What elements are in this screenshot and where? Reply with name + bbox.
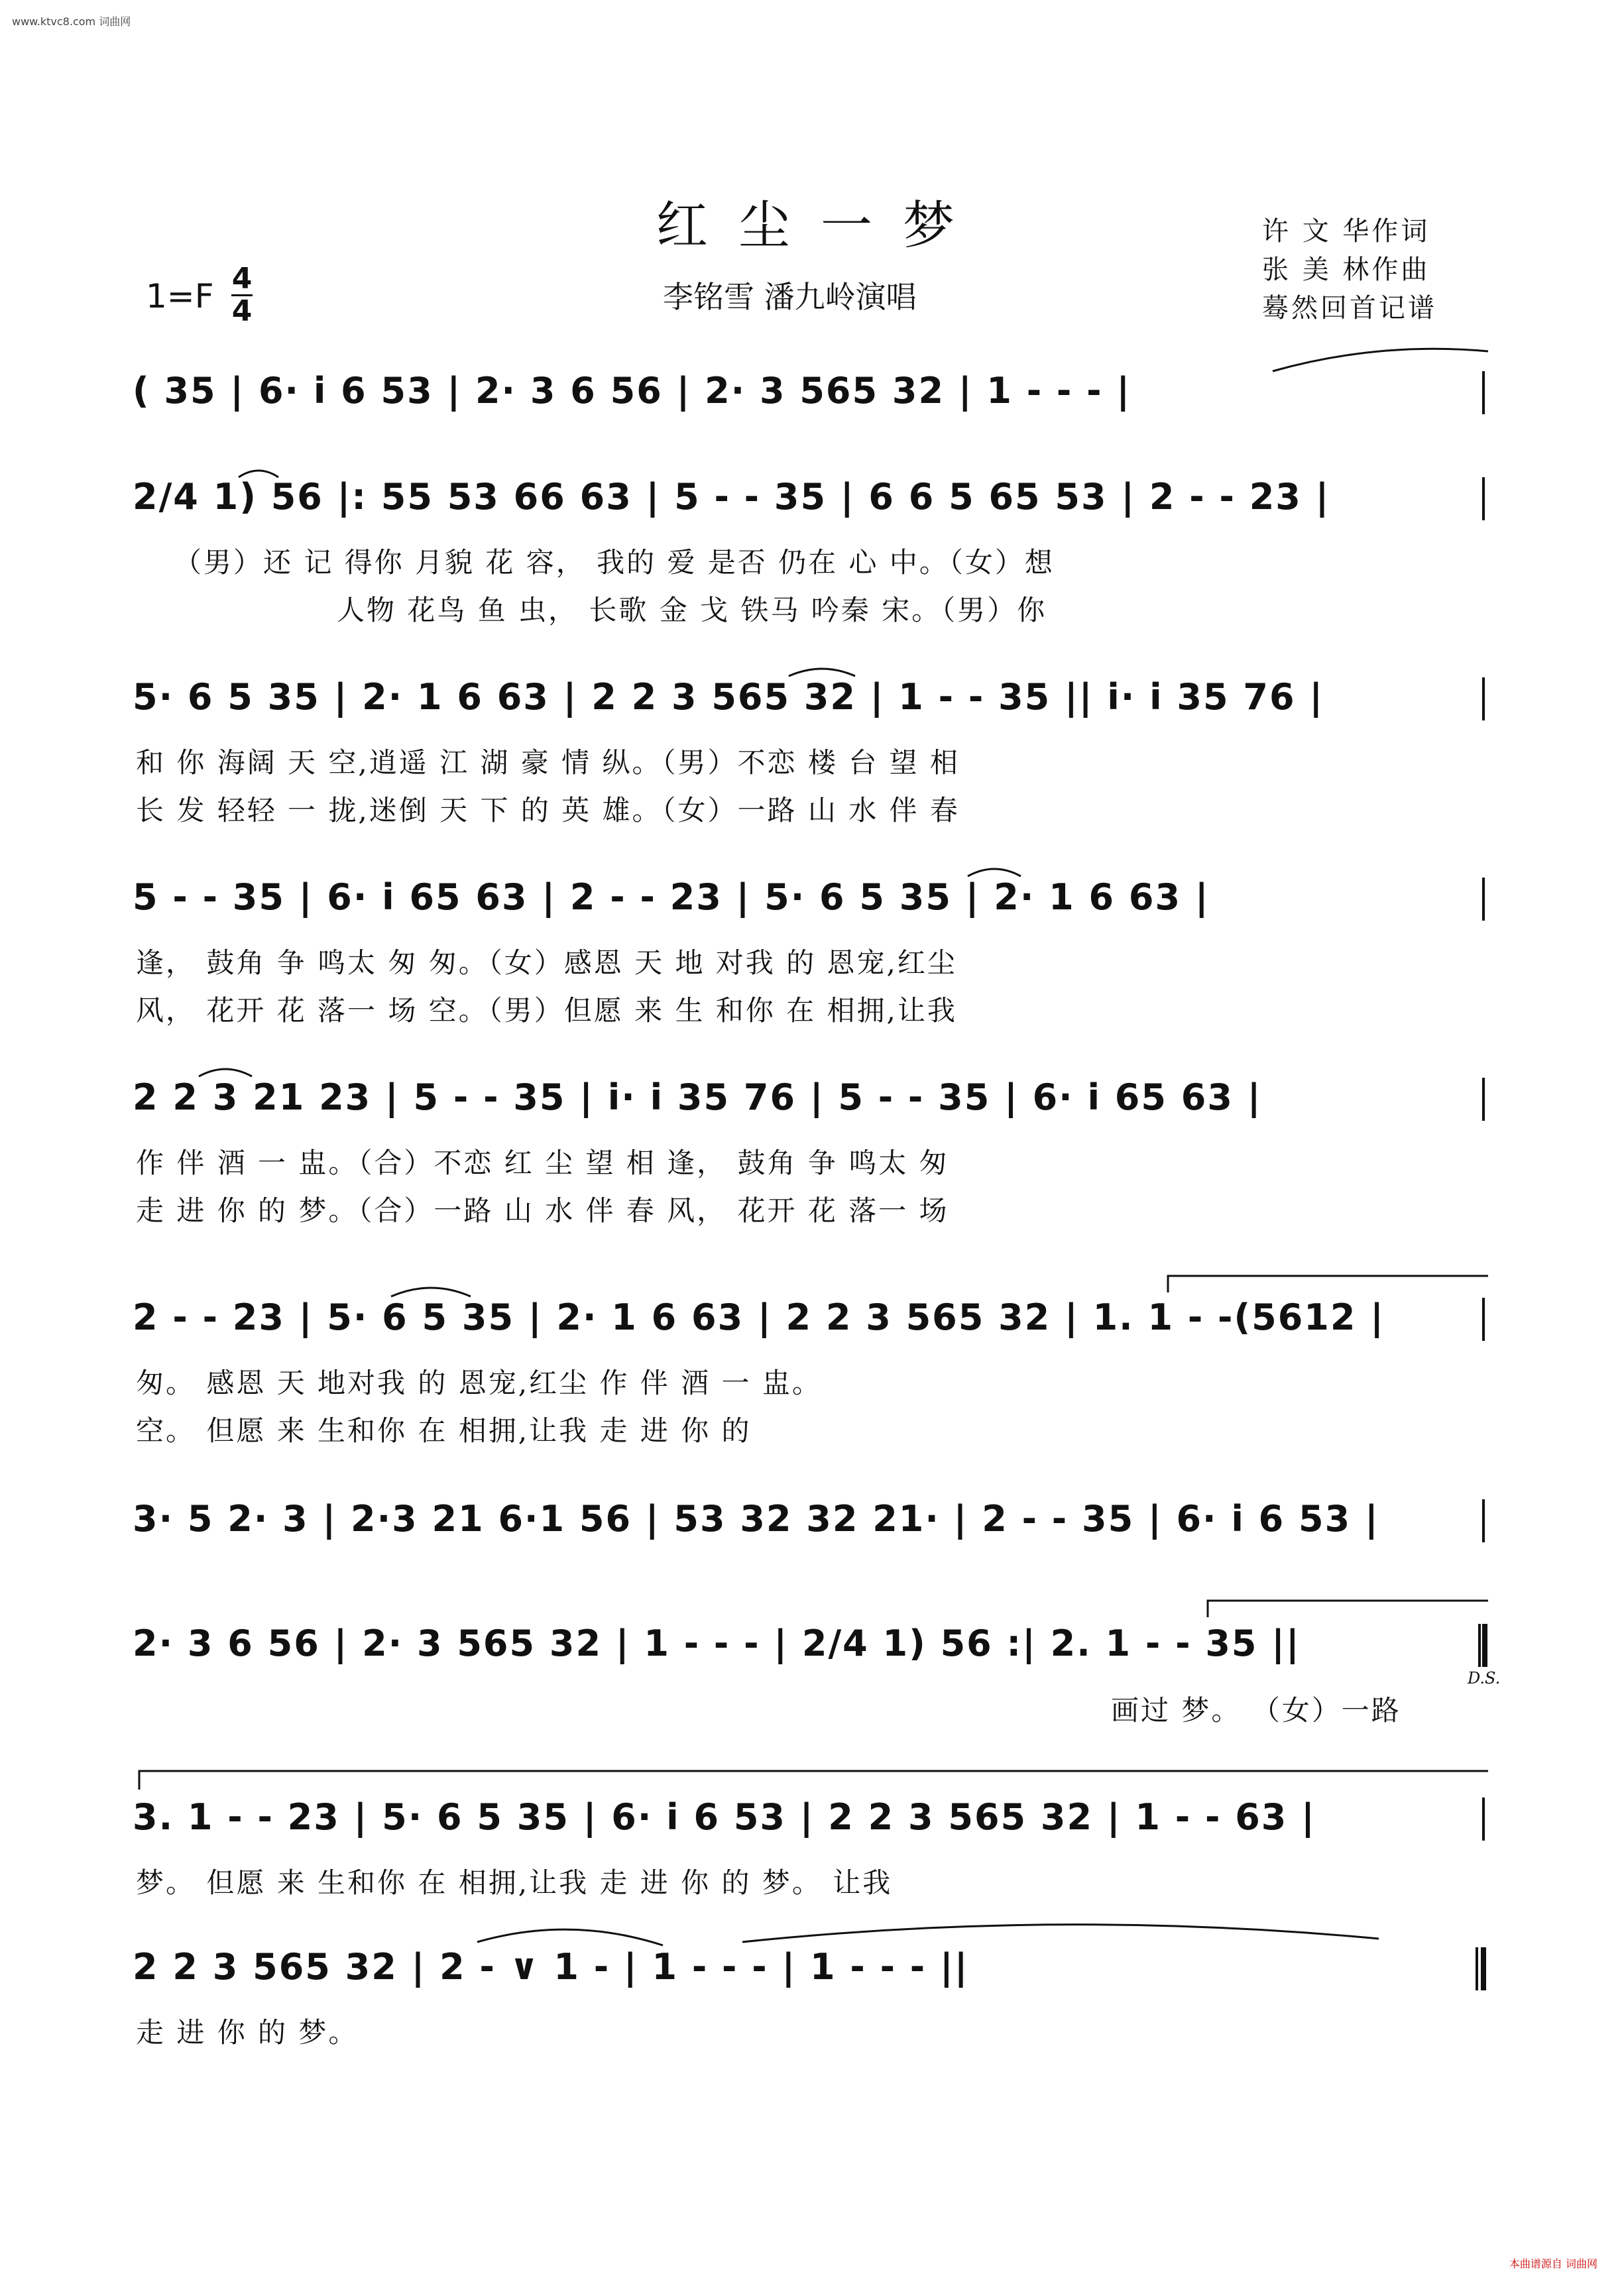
score-line-6: 2 - - 23 | 5· 6 5 35 | 2· 1 6 63 | 2 2 3 565 32 | 1. 1 - -(5612 | xyxy=(133,1296,1385,1338)
score-line-8: 2· 3 6 56 | 2· 3 565 32 | 1 - - - | 2/4 1) 56 :| 2. 1 - - 35 || xyxy=(133,1623,1301,1664)
score-line-5: 2 2 3 21 23 | 5 - - 35 | i· i 35 76 | 5 - - 35 | 6· i 65 63 | xyxy=(133,1076,1262,1118)
lyric-line-6a: 匆。 感恩 天 地对我 的 恩宠,红尘 作 伴 酒 一 盅。 xyxy=(136,1367,822,1399)
score-line-4: 5 - - 35 | 6· i 65 63 | 2 - - 23 | 5· 6 5 35 | 2· 1 6 63 | xyxy=(133,876,1210,918)
time-sig-bottom: 4 xyxy=(231,294,253,328)
lyric-line-5a: 作 伴 酒 一 盅。（合）不恋 红 尘 望 相 逢， 鼓角 争 鸣太 匆 xyxy=(136,1147,949,1179)
time-sig-top: 4 xyxy=(231,262,253,296)
lyric-line-2a: （男）还 记 得你 月貌 花 容， 我的 爱 是否 仍在 心 中。（女）想 xyxy=(174,546,1055,579)
score-line-9: 3. 1 - - 23 | 5· 6 5 35 | 6· i 6 53 | 2 2 3 565 32 | 1 - - 63 | xyxy=(133,1796,1316,1838)
lyric-line-8a: 画过 梦。 （女）一路 xyxy=(1111,1694,1401,1727)
lyric-line-4a: 逢， 鼓角 争 鸣太 匆 匆。（女）感恩 天 地 对我 的 恩宠,红尘 xyxy=(136,946,957,979)
singers: 李铭雪 潘九岭演唱 xyxy=(663,279,917,315)
composer: 张 美 林作曲 xyxy=(1262,255,1430,285)
ds-mark: D.S. xyxy=(1468,1669,1501,1687)
lyric-line-3a: 和 你 海阔 天 空,逍遥 江 湖 豪 情 纵。（男）不恋 楼 台 望 相 xyxy=(136,746,960,779)
lyric-line-3b: 长 发 轻轻 一 拢,迷倒 天 下 的 英 雄。（女）一路 山 水 伴 春 xyxy=(136,794,960,827)
score-line-1: ( 35 | 6· i 6 53 | 2· 3 6 56 | 2· 3 565 32 | 1 - - - | xyxy=(133,370,1131,412)
footer-source: 本曲谱源自 词曲网 xyxy=(1509,2257,1597,2270)
score-line-2: 2/4 1) 56 |: 55 53 66 63 | 5 - - 35 | 6 6 5 65 53 | 2 - - 23 | xyxy=(133,476,1330,518)
song-title: 红尘一梦 xyxy=(656,196,986,256)
score-line-3: 5· 6 5 35 | 2· 1 6 63 | 2 2 3 565 32 | 1 - - 35 || i· i 35 76 | xyxy=(133,676,1324,718)
key-signature: 1=F xyxy=(146,277,214,315)
score-line-7: 3· 5 2· 3 | 2·3 21 6·1 56 | 53 32 32 21· | 2 - - 35 | 6· i 6 53 | xyxy=(133,1498,1379,1540)
lyric-line-4b: 风， 花开 花 落一 场 空。（男）但愿 来 生 和你 在 相拥,让我 xyxy=(136,994,957,1027)
lyric-line-5b: 走 进 你 的 梦。（合）一路 山 水 伴 春 风， 花开 花 落一 场 xyxy=(136,1194,949,1227)
transcriber: 蓦然回首记谱 xyxy=(1262,293,1437,323)
lyric-line-6b: 空。 但愿 来 生和你 在 相拥,让我 走 进 你 的 xyxy=(136,1414,752,1447)
lyric-line-2b: 人物 花鸟 鱼 虫， 长歌 金 戈 铁马 吟秦 宋。（男）你 xyxy=(337,594,1047,626)
lyric-line-10a: 走 进 你 的 梦。 xyxy=(136,2016,359,2049)
score-line-10: 2 2 3 565 32 | 2 - ∨ 1 - | 1 - - - | 1 - - - || xyxy=(133,1946,969,1988)
site-watermark: www.ktvc8.com 词曲网 xyxy=(12,15,131,28)
lyric-line-9a: 梦。 但愿 来 生和你 在 相拥,让我 走 进 你 的 梦。 让我 xyxy=(136,1866,893,1899)
lyricist: 许 文 华作词 xyxy=(1262,216,1430,247)
